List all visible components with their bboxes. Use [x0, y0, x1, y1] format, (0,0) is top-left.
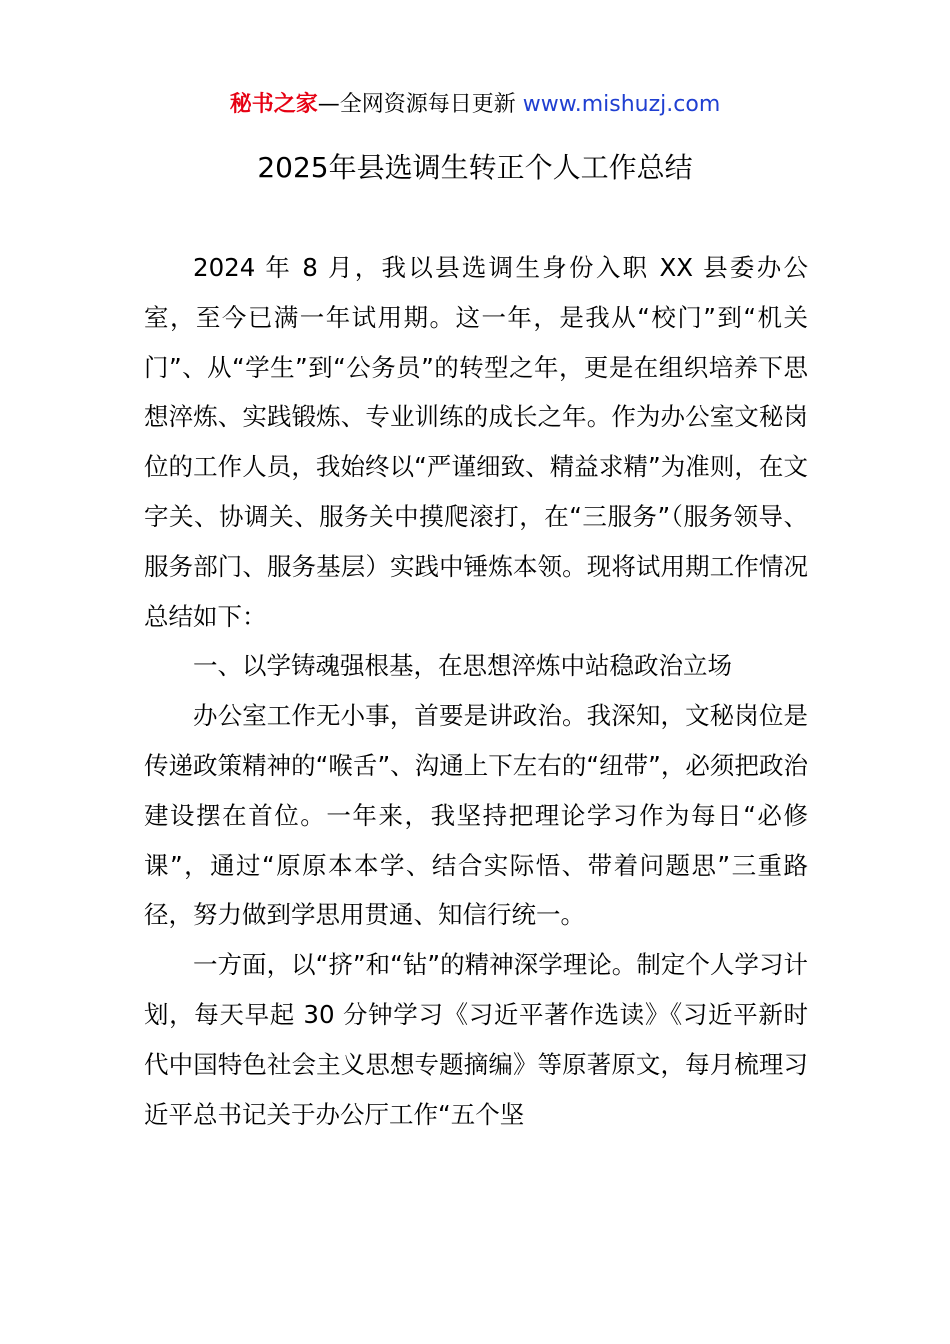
paragraph-section-1-detail: 一方面，以“挤”和“钻”的精神深学理论。制定个人学习计划，每天早起 30 分钟学习《习近平著作选读》《习近平新时代中国特色社会主义思想专题摘编》等原著原文，每月梳理习近平总书记关于办公厅工作“五个坚 — [144, 950, 808, 1129]
site-url-link[interactable]: www.mishuzj.com — [522, 92, 721, 117]
paragraph-intro: 2024 年 8 月，我以县选调生身份入职 XX 县委办公室，至今已满一年试用期。这一年，是我从“校门”到“机关门”、从“学生”到“公务员”的转型之年，更是在组织培养下思想淬炼、实践锻炼、专业训练的成长之年。作为办公室文秘岗位的工作人员，我始终以“严谨细致、精益求精”为准则，在文字关、协调关、服务关中摸爬滚打，在“三服务”（服务领导、服务部门、服务基层）实践中锤炼本领。现将试用期工作情况总结如下： — [144, 253, 808, 631]
site-header — [0, 90, 950, 120]
document-title: 2025年县选调生转正个人工作总结 — [257, 151, 693, 184]
paragraph-section-1: 办公室工作无小事，首要是讲政治。我深知，文秘岗位是传递政策精神的“喉舌”、沟通上下左右的“纽带”，必须把政治建设摆在首位。一年来，我坚持把理论学习作为每日“必修课”，通过“原原本本学、结合实际悟、带着问题思”三重路径，努力做到学思用贯通、知信行统一。 — [144, 701, 808, 930]
site-brand: 秘书之家 — [229, 92, 318, 117]
section-heading-1: 一、以学铸魂强根基，在思想淬炼中站稳政治立场 — [193, 651, 732, 681]
site-tagline: —全网资源每日更新 — [317, 92, 516, 117]
document-body — [144, 243, 808, 1139]
